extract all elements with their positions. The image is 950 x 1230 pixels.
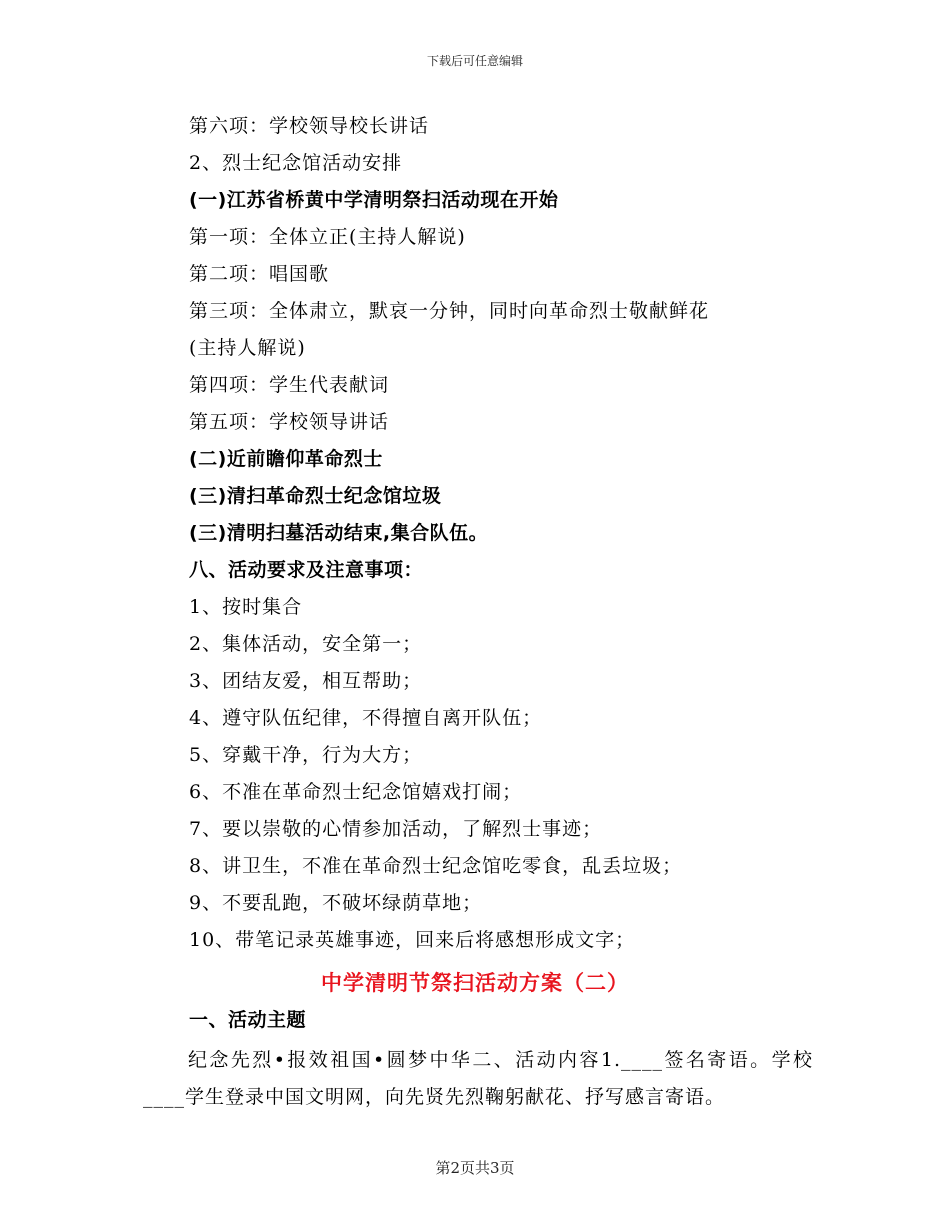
requirement-item: 9、不要乱跑，不破坏绿荫草地； bbox=[189, 892, 483, 914]
requirement-item: 7、要以崇敬的心情参加活动，了解烈士事迹； bbox=[189, 818, 603, 840]
section-title: 中学清明节祭扫活动方案（二） bbox=[321, 971, 629, 995]
agenda-item-3-note: (主持人解说) bbox=[189, 337, 306, 359]
ceremony-start-heading: (一)江苏省桥黄中学清明祭扫活动现在开始 bbox=[189, 189, 559, 211]
requirement-item: 2、集体活动，安全第一； bbox=[189, 633, 423, 655]
agenda-item-6: 第六项：学校领导校长讲话 bbox=[189, 115, 430, 137]
agenda-item-3: 第三项：全体肃立，默哀一分钟，同时向革命烈士敬献鲜花 bbox=[189, 300, 710, 322]
agenda-item-1: 第一项：全体立正(主持人解说) bbox=[189, 226, 466, 248]
activity-theme-paragraph: 纪念先烈•报效祖国•圆梦中华二、活动内容1.____签名寄语。学校____学生登录中国文明网，向先贤先烈鞠躬献花、抒写感言寄语。 bbox=[143, 1049, 813, 1108]
agenda-item-5: 第五项：学校领导讲话 bbox=[189, 411, 390, 433]
requirement-item: 8、讲卫生，不准在革命烈士纪念馆吃零食，乱丢垃圾； bbox=[189, 855, 683, 877]
agenda-item-4: 第四项：学生代表献词 bbox=[189, 374, 390, 396]
requirement-item: 4、遵守队伍纪律，不得擅自离开队伍； bbox=[189, 707, 543, 729]
agenda-item-2: 第二项：唱国歌 bbox=[189, 263, 330, 285]
activity-theme-heading: 一、活动主题 bbox=[189, 1009, 307, 1031]
requirement-item: 10、带笔记录英雄事迹，回来后将感想形成文字； bbox=[189, 929, 636, 951]
requirement-item: 3、团结友爱，相互帮助； bbox=[189, 670, 423, 692]
memorial-schedule-heading: 2、烈士纪念馆活动安排 bbox=[189, 152, 403, 174]
requirement-item: 1、按时集合 bbox=[189, 596, 303, 618]
page-header: 下载后可任意编辑 bbox=[426, 54, 523, 68]
requirements-heading: 八、活动要求及注意事项： bbox=[189, 559, 424, 581]
section-three-heading: (三)清扫革命烈士纪念馆垃圾 bbox=[189, 485, 442, 507]
requirement-item: 6、不准在革命烈士纪念馆嬉戏打闹； bbox=[189, 781, 523, 803]
section-two-heading: (二)近前瞻仰革命烈士 bbox=[189, 448, 383, 470]
requirement-item: 5、穿戴干净，行为大方； bbox=[189, 744, 423, 766]
page-footer: 第2页共3页 bbox=[435, 1159, 515, 1177]
section-end-heading: (三)清明扫墓活动结束,集合队伍。 bbox=[189, 522, 489, 544]
